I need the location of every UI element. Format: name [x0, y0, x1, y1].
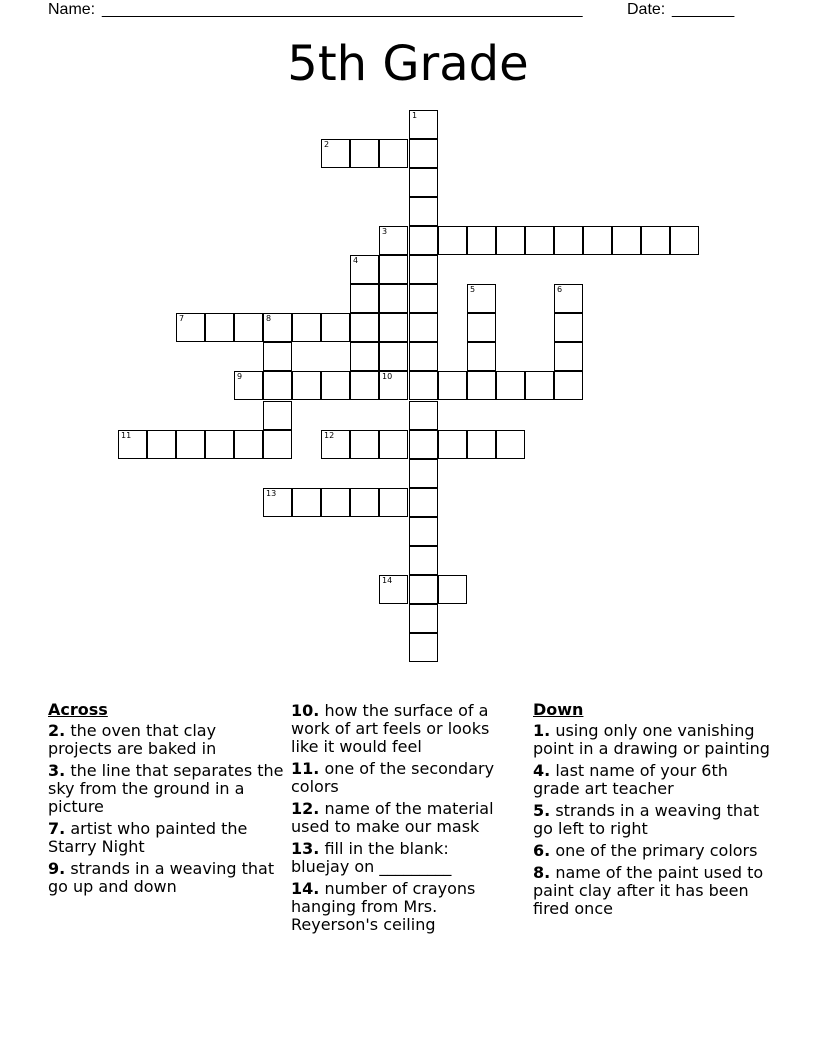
crossword-cell[interactable]: [409, 575, 438, 604]
crossword-cell[interactable]: [263, 313, 292, 342]
crossword-cell[interactable]: [641, 226, 670, 255]
crossword-cell[interactable]: [263, 342, 292, 371]
across-heading: Across: [48, 700, 108, 719]
cell-number: 13: [266, 489, 277, 498]
clue-down-8: 8. name of the paint used to paint clay after it has been fired once: [533, 863, 764, 918]
crossword-cell[interactable]: [409, 255, 438, 284]
crossword-cell[interactable]: [409, 401, 438, 430]
crossword-cell[interactable]: [525, 371, 554, 400]
clue-down-5: 5. strands in a weaving that go left to right: [533, 801, 760, 838]
crossword-cell[interactable]: [467, 284, 496, 313]
clue-across-11: 11. one of the secondary colors: [291, 759, 495, 796]
down-heading: Down: [533, 700, 584, 719]
crossword-cell[interactable]: [379, 313, 408, 342]
crossword-cell[interactable]: [467, 371, 496, 400]
cell-number: 8: [266, 314, 272, 323]
crossword-cell[interactable]: [409, 459, 438, 488]
name-label: Name:: [48, 1, 96, 18]
crossword-cell[interactable]: [379, 255, 408, 284]
crossword-cell[interactable]: [379, 575, 408, 604]
crossword-cell[interactable]: [525, 226, 554, 255]
crossword-cell[interactable]: [554, 371, 583, 400]
crossword-cell[interactable]: [438, 430, 467, 459]
crossword-cell[interactable]: [205, 313, 234, 342]
crossword-cell[interactable]: [554, 284, 583, 313]
crossword-cell[interactable]: [350, 430, 379, 459]
crossword-cell[interactable]: [292, 488, 321, 517]
crossword-cell[interactable]: [438, 371, 467, 400]
cell-number: 1: [412, 111, 418, 120]
crossword-cell[interactable]: [409, 342, 438, 371]
crossword-cell[interactable]: [612, 226, 641, 255]
crossword-cell[interactable]: [409, 517, 438, 546]
cell-number: 2: [324, 140, 330, 149]
crossword-cell[interactable]: [496, 371, 525, 400]
crossword-cell[interactable]: [350, 139, 379, 168]
crossword-cell[interactable]: [379, 284, 408, 313]
crossword-cell[interactable]: [467, 430, 496, 459]
crossword-cell[interactable]: [583, 226, 612, 255]
crossword-cell[interactable]: [263, 371, 292, 400]
cell-number: 7: [179, 314, 185, 323]
crossword-cell[interactable]: [321, 430, 350, 459]
crossword-cell[interactable]: [409, 197, 438, 226]
crossword-cell[interactable]: [554, 342, 583, 371]
crossword-cell[interactable]: [554, 226, 583, 255]
crossword-cell[interactable]: [438, 575, 467, 604]
date-line[interactable]: _______: [672, 1, 735, 18]
crossword-cell[interactable]: [409, 633, 438, 662]
clue-down-1: 1. using only one vanishing point in a drawing or painting: [533, 721, 770, 758]
cell-number: 10: [382, 372, 393, 381]
clue-across-12: 12. name of the material used to make our mask: [291, 799, 494, 836]
crossword-cell[interactable]: [321, 371, 350, 400]
crossword-cell[interactable]: [263, 430, 292, 459]
crossword-cell[interactable]: [409, 488, 438, 517]
date-label: Date:: [627, 1, 666, 18]
clue-across-14: 14. number of crayons hanging from Mrs. Reyerson's ceiling: [291, 879, 476, 934]
crossword-cell[interactable]: [409, 284, 438, 313]
crossword-cell[interactable]: [321, 488, 350, 517]
crossword-cell[interactable]: [176, 430, 205, 459]
cell-number: 12: [324, 431, 335, 440]
crossword-cell[interactable]: [379, 371, 408, 400]
crossword-cell[interactable]: [379, 139, 408, 168]
crossword-cell[interactable]: [409, 546, 438, 575]
crossword-cell[interactable]: [670, 226, 699, 255]
crossword-cell[interactable]: [321, 139, 350, 168]
clue-across-3: 3. the line that separates the sky from the ground in a picture: [48, 761, 284, 816]
crossword-cell[interactable]: [409, 168, 438, 197]
crossword-cell[interactable]: [234, 430, 263, 459]
crossword-cell[interactable]: [350, 488, 379, 517]
crossword-cell[interactable]: [205, 430, 234, 459]
crossword-cell[interactable]: [496, 226, 525, 255]
crossword-cell[interactable]: [554, 313, 583, 342]
crossword-cell[interactable]: [409, 604, 438, 633]
crossword-cell[interactable]: [379, 488, 408, 517]
crossword-cell[interactable]: [409, 226, 438, 255]
cell-number: 9: [237, 372, 243, 381]
crossword-cell[interactable]: [467, 226, 496, 255]
cell-number: 4: [353, 256, 359, 265]
crossword-cell[interactable]: [409, 371, 438, 400]
name-line[interactable]: ______________________________________________________: [102, 1, 583, 18]
crossword-cell[interactable]: [118, 430, 147, 459]
crossword-cell[interactable]: [292, 371, 321, 400]
crossword-cell[interactable]: [409, 139, 438, 168]
crossword-cell[interactable]: [379, 342, 408, 371]
cell-number: 3: [382, 227, 388, 236]
crossword-cell[interactable]: [292, 313, 321, 342]
cell-number: 5: [470, 285, 476, 294]
clue-across-2: 2. the oven that clay projects are baked in: [48, 721, 217, 758]
crossword-cell[interactable]: [350, 371, 379, 400]
crossword-cell[interactable]: [467, 342, 496, 371]
clue-across-13: 13. fill in the blank: bluejay on _________: [291, 839, 452, 876]
down-clues-column: [533, 700, 773, 922]
crossword-cell[interactable]: [234, 371, 263, 400]
crossword-cell[interactable]: [496, 430, 525, 459]
crossword-cell[interactable]: [147, 430, 176, 459]
crossword-cell[interactable]: [409, 313, 438, 342]
crossword-cell[interactable]: [350, 313, 379, 342]
clue-across-7: 7. artist who painted the Starry Night: [48, 819, 248, 856]
across-clues-column-2: [291, 700, 511, 938]
crossword-cell[interactable]: [263, 488, 292, 517]
crossword-cell[interactable]: [263, 401, 292, 430]
clue-across-10: 10. how the surface of a work of art feels or looks like it would feel: [291, 701, 490, 756]
clue-down-4: 4. last name of your 6th grade art teacher: [533, 761, 728, 798]
crossword-cell[interactable]: [438, 226, 467, 255]
crossword-cell[interactable]: [350, 255, 379, 284]
cell-number: 6: [557, 285, 563, 294]
crossword-cell[interactable]: [350, 342, 379, 371]
crossword-cell[interactable]: [467, 313, 496, 342]
clue-across-9: 9. strands in a weaving that go up and down: [48, 859, 275, 896]
crossword-cell[interactable]: [379, 226, 408, 255]
crossword-cell[interactable]: [409, 110, 438, 139]
crossword-cell[interactable]: [321, 313, 350, 342]
crossword-cell[interactable]: [409, 430, 438, 459]
crossword-cell[interactable]: [176, 313, 205, 342]
cell-number: 14: [382, 576, 393, 585]
cell-number: 11: [121, 431, 132, 440]
page-title: 5th Grade: [287, 36, 529, 92]
across-clues-column: [48, 700, 284, 900]
clue-down-6: 6. one of the primary colors: [533, 841, 758, 860]
crossword-cell[interactable]: [350, 284, 379, 313]
crossword-cell[interactable]: [234, 313, 263, 342]
crossword-cell[interactable]: [379, 430, 408, 459]
